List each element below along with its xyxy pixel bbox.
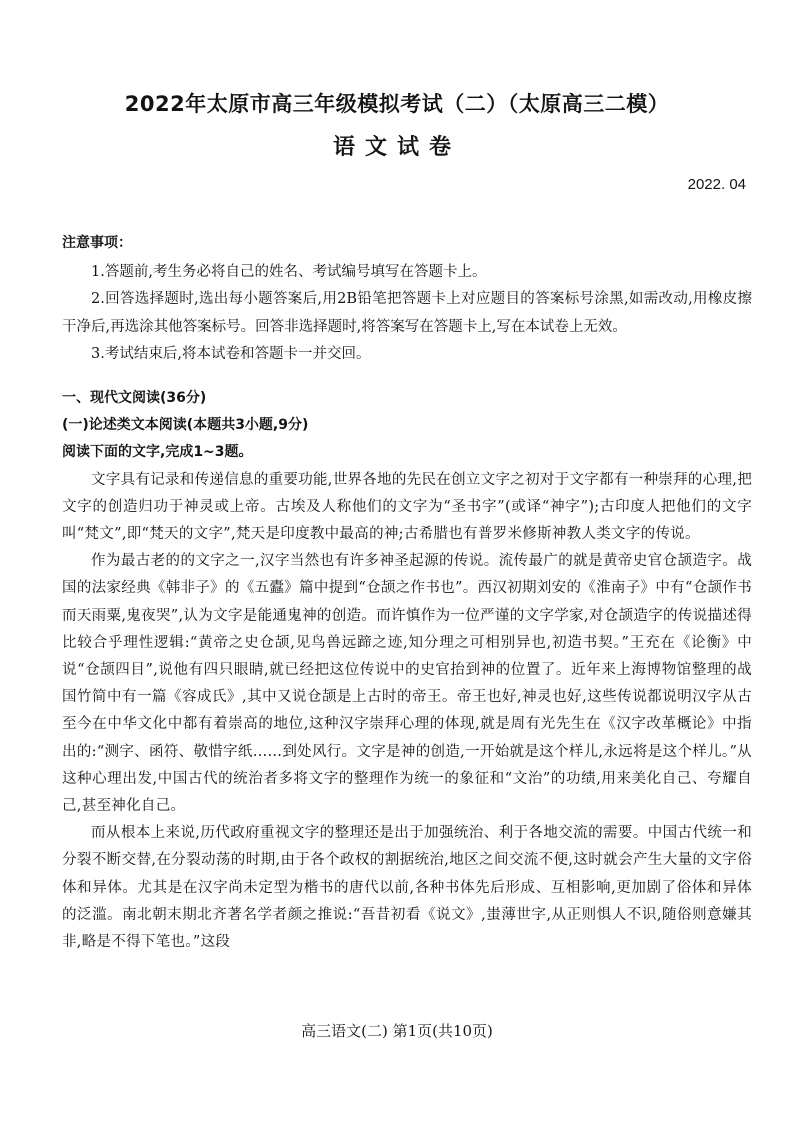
exam-date: 2022. 04 bbox=[687, 176, 746, 193]
passage-paragraph-1: 文字具有记录和传递信息的重要功能,世界各地的先民在创立文字之初对于文字都有一种崇拜的心理,把文字的创造归功于神灵或上帝。古埃及人称他们的文字为“圣书字”(或译“神字”);古印度人把他们的文字叫“梵文”,即“梵天的文字”,梵天是印度教中最高的神;古希腊也有普罗米修斯神教人类文字的传说。 bbox=[62, 471, 753, 543]
notice-item-1: 1.答题前,考生务必将自己的姓名、考试编号填写在答题卡上。 bbox=[91, 264, 487, 281]
section-spacer bbox=[62, 368, 752, 385]
notice-item-3: 3.考试结束后,将本试卷和答题卡一并交回。 bbox=[91, 345, 371, 362]
page-footer: 高三语文(二) 第1页(共10页) bbox=[301, 1022, 493, 1040]
section-heading: 一、现代文阅读(36分) bbox=[62, 390, 207, 407]
section-instruction: 阅读下面的文字,完成1~3题。 bbox=[62, 444, 253, 461]
section-subheading: (一)论述类文本阅读(本题共3小题,9分) bbox=[62, 417, 309, 434]
passage-paragraph-3: 而从根本上来说,历代政府重视文字的整理还是出于加强统治、利于各地交流的需要。中国古代统一和分裂不断交替,在分裂动荡的时期,由于各个政权的割据统治,地区之间交流不便,这时就会产生大量的文字俗体和异体。尤其是在汉字尚未定型为楷书的唐代以前,各种书体先后形成、互相影响,更加剧了俗体和异体的泛滥。南北朝末期北齐著名学者颜之推说:“吾昔初看《说文》,蚩薄世字,从正则惧人不识,随俗则意嫌其非,略是不得下笔也。”这段 bbox=[62, 825, 752, 951]
exam-title: 2022年太原市高三年级模拟考试（二）（太原高三二模） bbox=[124, 92, 670, 116]
notice-item-2: 2.回答选择题时,选出每小题答案后,用2B铅笔把答题卡上对应题目的答案标号涂黑,如需改动,用橡皮擦干净后,再选涂其他答案标号。回答非选择题时,将答案写在答题卡上,写在本试卷上无效。 bbox=[62, 291, 752, 335]
passage-paragraph-2: 作为最古老的的文字之一,汉字当然也有许多神圣起源的传说。流传最广的就是黄帝史官仓颉造字。战国的法家经典《韩非子》的《五蠹》篇中提到“仓颉之作书也”。西汉初期刘安的《淮南子》中有“仓颉作书而天雨粟,鬼夜哭”,认为文字是能通鬼神的创造。而许慎作为一位严谨的文字学家,对仓颉造字的传说描述得比较合乎理性逻辑:“黄帝之史仓颉,见鸟兽远蹄之迹,知分理之可相别异也,初造书契。”王充在《论衡》中说“仓颉四目”,说他有四只眼睛,就已经把这位传说中的史官抬到神的位置了。近年来上海博物馆整理的战国竹简中有一篇《容成氏》,其中又说仓颉是上古时的帝王。帝王也好,神灵也好,这些传说都说明汉字从古至今在中华文化中都有着崇高的地位,这种汉字崇拜心理的体现,就是周有光先生在《汉字改革概论》中指出的:“测字、函符、敬惜字纸……到处风行。文字是神的创造,一开始就是这个样儿,永远将是这个样儿。”从这种心理出发,中国古代的统治者多将文字的整理作为统一的象征和“文治”的功绩,用来美化自己、夸耀自己,甚至神化自己。 bbox=[62, 553, 752, 815]
notice-heading: 注意事项： bbox=[62, 235, 132, 251]
content-body bbox=[62, 230, 752, 956]
exam-subtitle: 语文试卷 bbox=[332, 135, 461, 160]
